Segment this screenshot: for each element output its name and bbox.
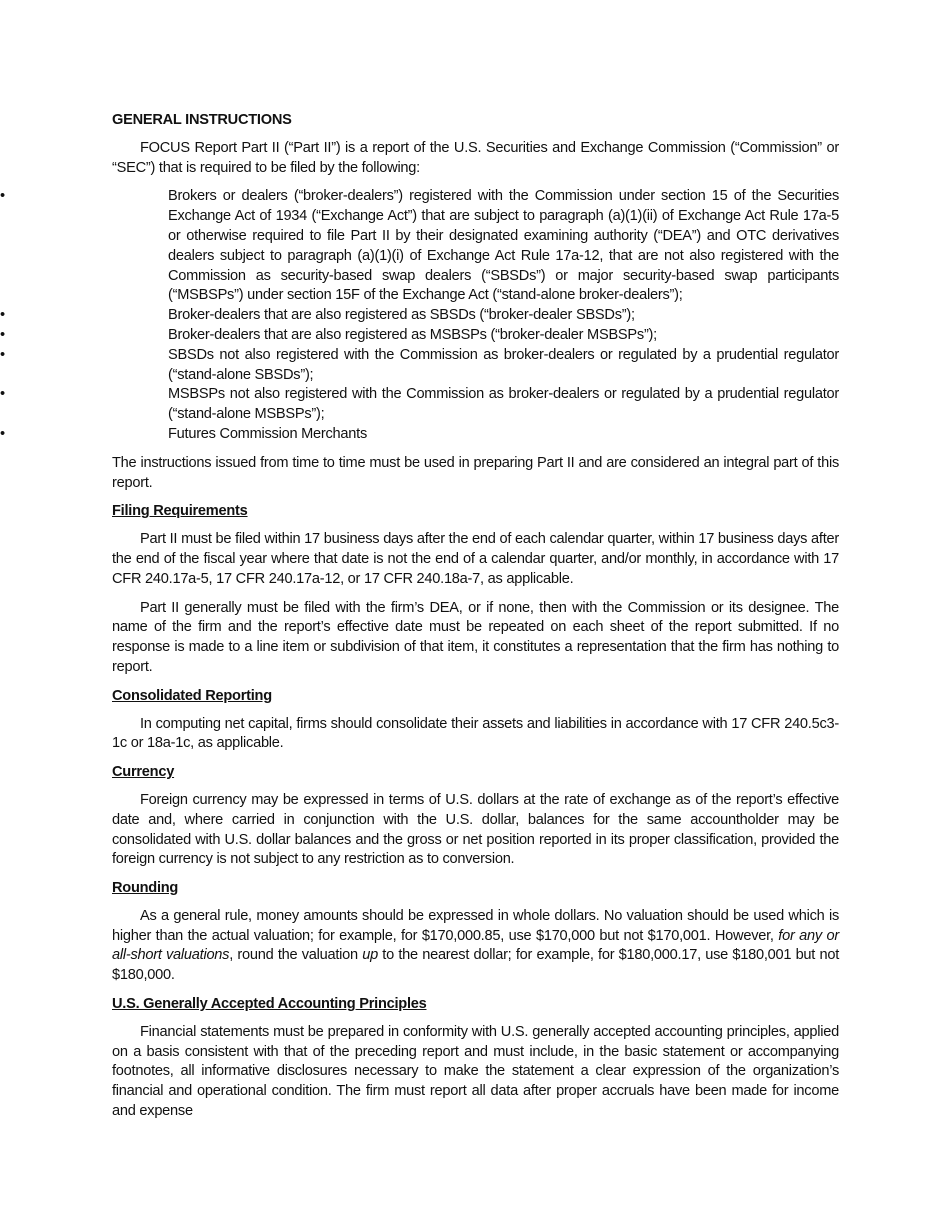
filing-paragraph-2: Part II generally must be filed with the firm’s DEA, or if none, then with the Commission or its designee. The name of the firm and the report’s effective date must be repeated on each sheet of the report submitted. If no response is made to a line item or subdivision of that item, it constitutes a representation that the firm has nothing to report. — [112, 599, 839, 675]
rounding-text-c: to the nearest dollar; for example, for $180,000.17, use $180,001 but not $180,000. — [112, 947, 839, 984]
section-heading-gaap: U.S. Generally Accepted Accounting Principles — [112, 996, 427, 1013]
list-item-text: MSBSPs not also registered with the Commission as broker-dealers or regulated by a prudential regulator (“stand-alone MSBSPs”); — [168, 386, 839, 423]
list-item — [0, 346, 839, 386]
rounding-text-a: As a general rule, money amounts should be expressed in whole dollars. No valuation should be used which is higher than the actual valuation; for example, for $170,000.85, use $170,000 but not $170,001. However, — [112, 907, 839, 944]
section-heading-rounding: Rounding — [112, 880, 179, 897]
section-heading-filing: Filing Requirements — [112, 503, 248, 520]
consolidated-paragraph: In computing net capital, firms should consolidate their assets and liabilities in accordance with 17 CFR 240.5c3-1c or 18a-1c, as applicable. — [112, 715, 839, 752]
bullet-icon: • — [0, 307, 5, 324]
section-heading-consolidated: Consolidated Reporting — [112, 687, 272, 704]
bullet-icon: • — [0, 346, 5, 363]
list-item-text: SBSDs not also registered with the Commission as broker-dealers or regulated by a prudential regulator (“stand-alone SBSDs”); — [168, 346, 839, 383]
filer-list — [0, 187, 839, 444]
rounding-text-b: , round the valuation — [229, 947, 363, 964]
bullet-icon: • — [0, 386, 5, 403]
filing-paragraph-1: Part II must be filed within 17 business days after the end of each calendar quarter, within 17 business days after the end of the fiscal year where that date is not the end of a calendar quarter, and/or monthly, in accordance with 17 CFR 240.17a-5, 17 CFR 240.17a-12, or 17 CFR 240.18a-7, as applicable. — [112, 531, 839, 587]
list-item — [0, 306, 839, 326]
list-item — [0, 326, 839, 346]
list-item-text: Broker-dealers that are also registered as SBSDs (“broker-dealer SBSDs”); — [168, 307, 635, 324]
rounding-emphasis-1: for any or all-short valuations — [112, 927, 839, 964]
list-item — [0, 425, 839, 445]
document-page — [0, 111, 839, 1131]
list-item-text: Broker-dealers that are also registered as MSBSPs (“broker-dealer MSBSPs”); — [168, 326, 657, 343]
bullet-icon: • — [0, 188, 5, 205]
section-heading-currency: Currency — [112, 764, 175, 781]
list-item-text: Futures Commission Merchants — [168, 425, 367, 442]
page-title: GENERAL INSTRUCTIONS — [112, 112, 292, 128]
currency-paragraph: Foreign currency may be expressed in terms of U.S. dollars at the rate of exchange as of the report’s effective date and, where carried in conjunction with the U.S. dollar, balances for the same accountholder may be consolidated with U.S. dollar balances and the gross or net position reported in its proper classification, provided the foreign currency is not subject to any restriction as to conversion. — [112, 791, 839, 868]
bullet-icon: • — [0, 326, 5, 343]
rounding-paragraph — [112, 907, 839, 986]
rounding-emphasis-2: up — [362, 947, 378, 964]
intro-paragraph: FOCUS Report Part II (“Part II”) is a report of the U.S. Securities and Exchange Commission (“Commission” or “SEC”) that is required to be filed by the following: — [112, 139, 839, 176]
instructions-note: The instructions issued from time to time must be used in preparing Part II and are considered an integral part of this report. — [112, 454, 839, 491]
bullet-icon: • — [0, 425, 5, 442]
gaap-paragraph: Financial statements must be prepared in conformity with U.S. generally accepted accounting principles, applied on a basis consistent with that of the preceding report and must include, in the basic statement or accompanying footnotes, all informative disclosures necessary to make the statement a clear expression of the organization’s financial and operational condition. The firm must report all data after proper accruals have been made for income and expense — [112, 1023, 839, 1120]
list-item — [0, 187, 839, 306]
list-item — [0, 385, 839, 425]
list-item-text: Brokers or dealers (“broker-dealers”) registered with the Commission under section 15 of the Securities Exchange Act of 1934 (“Exchange Act”) that are subject to paragraph (a)(1)(ii) of Exchange Act Rule 17a-5 or otherwise required to file Part II by their designated examining authority (“DEA”) and OTC derivatives dealers subject to paragraph (a)(1)(i) of Exchange Act Rule 17a-12, that are not also registered with the Commission as security-based swap dealers (“SBSDs”) or major security-based swap participants (“MSBSPs”) under section 15F of the Exchange Act (“stand-alone broker-dealers”); — [168, 188, 839, 304]
